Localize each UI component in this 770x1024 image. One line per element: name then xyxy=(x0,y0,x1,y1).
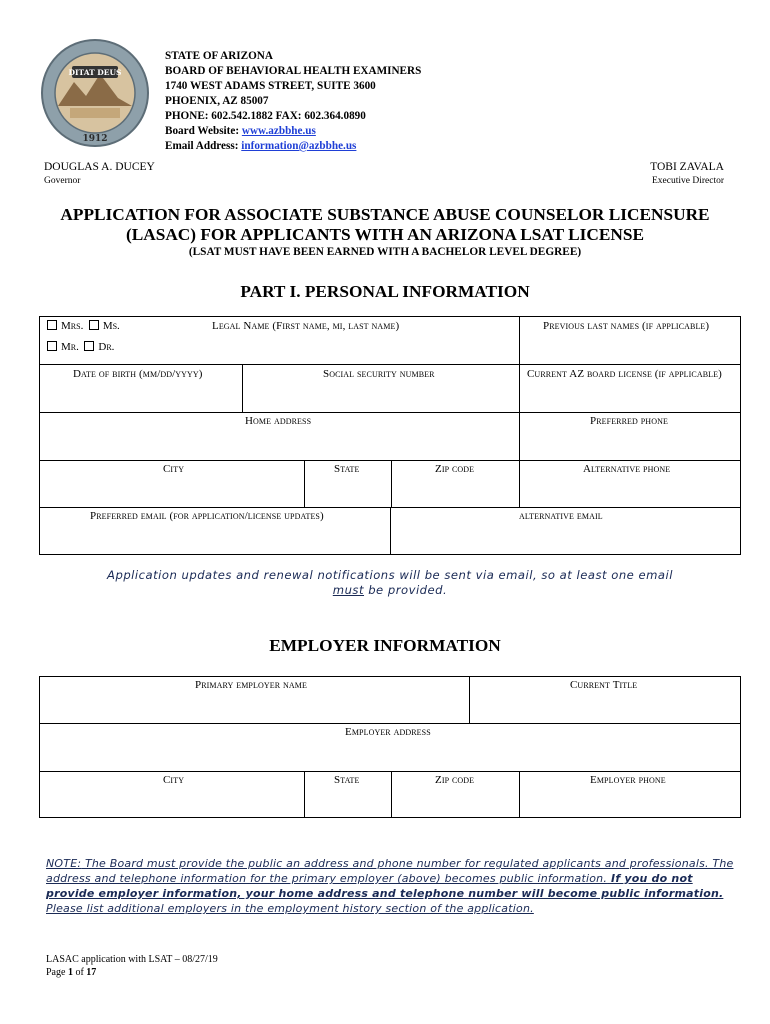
notice-text: Application updates and renewal notifications will be sent via email, so at least one email xyxy=(107,568,673,582)
ms-checkbox[interactable] xyxy=(89,320,99,330)
mr-label: Mr. xyxy=(61,341,79,353)
note-bold: If you do not provide employer information, your home address and telephone number will become public information. xyxy=(46,872,724,900)
governor-block xyxy=(44,160,155,188)
public-info-note xyxy=(46,856,736,916)
application-title-line1: APPLICATION FOR ASSOCIATE SUBSTANCE ABUSE COUNSELOR LICENSURE xyxy=(60,205,710,224)
governor-name: DOUGLAS A. DUCEY xyxy=(44,161,155,173)
state-field[interactable]: State xyxy=(334,463,360,475)
note-text2: Please list additional employers in the employment history section of the application. xyxy=(46,902,534,915)
alt-phone-field[interactable]: Alternative phone xyxy=(583,463,671,475)
note-label: NOTE: xyxy=(46,857,82,870)
employer-info-table xyxy=(39,676,741,818)
zip-field[interactable]: Zip code xyxy=(435,463,475,475)
page-footer xyxy=(46,953,218,979)
notice-end: be provided. xyxy=(364,583,448,597)
dr-label: Dr. xyxy=(98,341,115,353)
legal-name-field[interactable]: Legal Name (First name, mi, last name) xyxy=(212,320,400,332)
email-link[interactable]: information@azbbhe.us xyxy=(241,140,357,152)
board-name: BOARD OF BEHAVIORAL HEALTH EXAMINERS xyxy=(165,65,422,77)
mr-checkbox[interactable] xyxy=(47,341,57,351)
alt-email-field[interactable]: alternative email xyxy=(519,510,603,522)
website-row xyxy=(165,124,421,139)
seal-motto: DITAT DEUS xyxy=(68,68,122,77)
preferred-email-field[interactable]: Preferred email (for application/license updates) xyxy=(90,510,324,522)
employer-state-field[interactable]: State xyxy=(334,774,360,786)
application-subtitle: (LSAT MUST HAVE BEEN EARNED WITH A BACHELOR LEVEL DEGREE) xyxy=(188,246,582,258)
employer-phone-field[interactable]: Employer phone xyxy=(590,774,666,786)
employer-address-field[interactable]: Employer address xyxy=(345,726,431,738)
state-name: STATE OF ARIZONA xyxy=(165,50,273,62)
notice-must: must xyxy=(332,583,365,597)
title-checkboxes-row2 xyxy=(47,341,114,353)
email-row xyxy=(165,139,421,154)
part1-heading: PART I. PERSONAL INFORMATION xyxy=(240,282,530,301)
previous-names-field[interactable]: Previous last names (if applicable) xyxy=(543,320,710,332)
state-seal xyxy=(40,38,150,148)
application-title-line2: (LASAC) FOR APPLICANTS WITH AN ARIZONA LSAT LICENSE xyxy=(125,225,645,244)
director-block xyxy=(650,160,724,188)
street-address: 1740 WEST ADAMS STREET, SUITE 3600 xyxy=(165,80,376,92)
note-text1: The Board must provide the public an address and phone number for regulated applicants and professionals. The address and telephone information for the primary employer (above) becomes public information. xyxy=(46,857,734,885)
employer-city-field[interactable]: City xyxy=(163,774,185,786)
email-label: Email Address: xyxy=(165,140,239,152)
director-name: TOBI ZAVALA xyxy=(650,161,724,173)
seal-year: 1912 xyxy=(82,134,108,144)
governor-title: Governor xyxy=(44,176,81,186)
dob-field[interactable]: Date of birth (mm/dd/yyyy) xyxy=(73,368,203,380)
primary-employer-field[interactable]: Primary employer name xyxy=(195,679,307,691)
website-label: Board Website: xyxy=(165,125,240,137)
director-title: Executive Director xyxy=(651,176,724,186)
current-license-field[interactable]: Current AZ board license (if applicable) xyxy=(527,368,722,380)
employer-zip-field[interactable]: Zip code xyxy=(435,774,475,786)
mrs-label: Mrs. xyxy=(61,320,84,332)
email-notice xyxy=(40,568,740,598)
mrs-checkbox[interactable] xyxy=(47,320,57,330)
preferred-phone-field[interactable]: Preferred phone xyxy=(590,415,668,427)
page-number: Page 1 of 17 xyxy=(46,967,97,978)
employer-heading: EMPLOYER INFORMATION xyxy=(269,636,501,655)
dr-checkbox[interactable] xyxy=(84,341,94,351)
current-title-field[interactable]: Current Title xyxy=(570,679,638,691)
agency-header xyxy=(165,49,421,154)
title-checkboxes-row1 xyxy=(47,320,120,332)
home-address-field[interactable]: Home address xyxy=(245,415,312,427)
city-field[interactable]: City xyxy=(163,463,185,475)
phone-fax: PHONE: 602.542.1882 FAX: 602.364.0890 xyxy=(165,110,366,122)
city-address: PHOENIX, AZ 85007 xyxy=(165,95,269,107)
ms-label: Ms. xyxy=(102,320,120,332)
form-version: LASAC application with LSAT – 08/27/19 xyxy=(46,954,218,965)
ssn-field[interactable]: Social security number xyxy=(323,368,435,380)
website-link[interactable]: www.azbbhe.us xyxy=(241,125,316,137)
